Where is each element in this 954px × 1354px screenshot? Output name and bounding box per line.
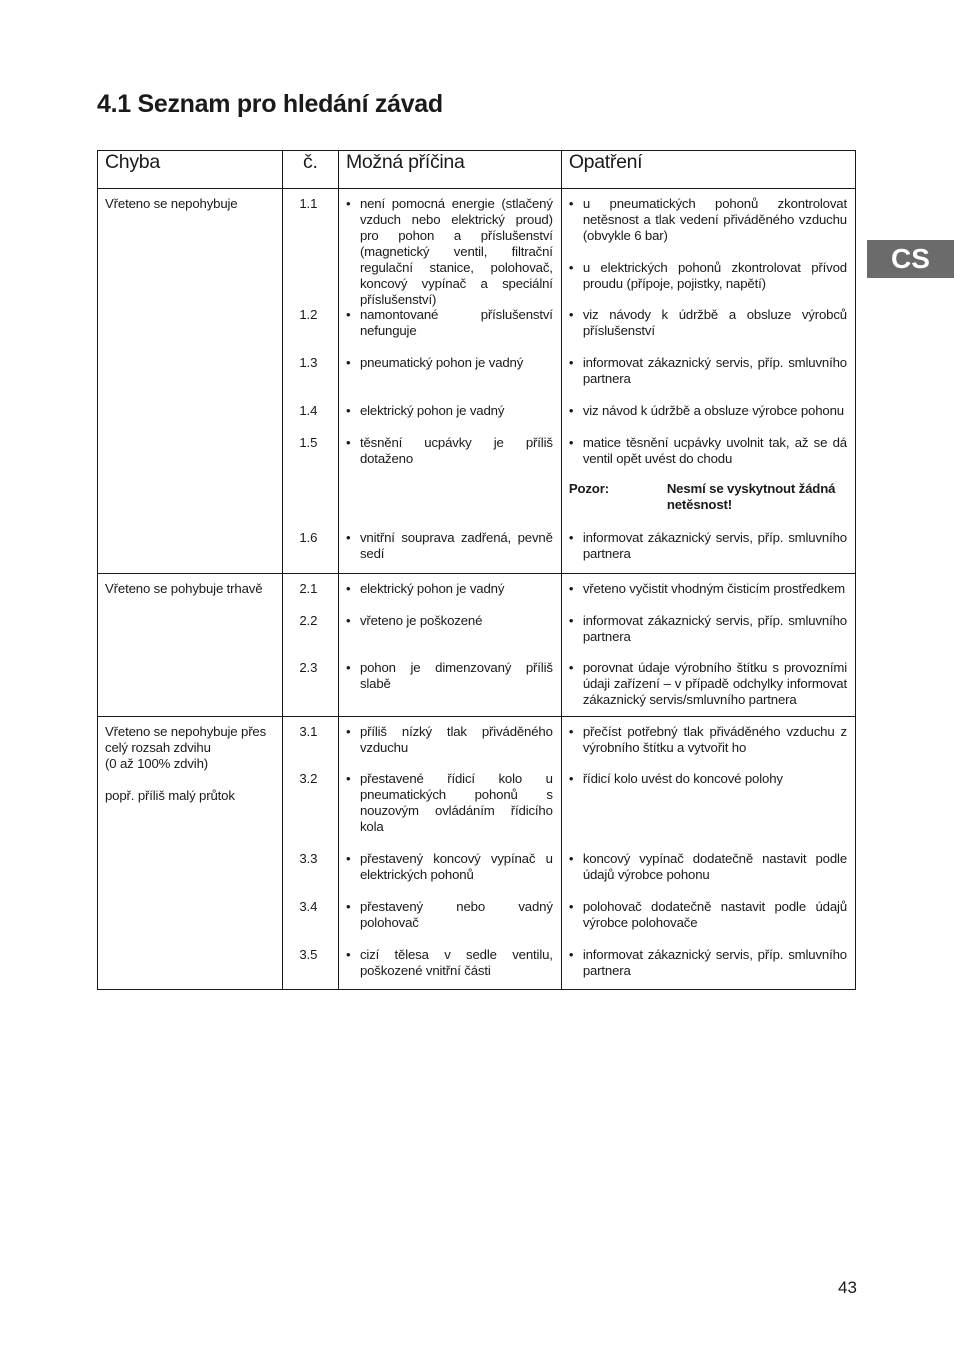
cause-item bbox=[346, 899, 553, 931]
cause-item bbox=[346, 403, 553, 419]
cause-item bbox=[346, 196, 553, 308]
cause-text: pneumatický pohon je vadný bbox=[359, 355, 524, 370]
cause-text: elektrický pohon je vadný bbox=[359, 403, 505, 418]
number-cell bbox=[282, 574, 338, 717]
bullet-icon: • bbox=[345, 196, 351, 211]
remedy-text: vřeteno vyčistit vhodným čisticím prostředkem bbox=[582, 581, 846, 596]
cause-cell bbox=[338, 574, 561, 717]
remedy-group bbox=[569, 899, 847, 931]
remedy-group bbox=[569, 613, 847, 645]
cause-text: pohon je dimenzovaný příliš slabě bbox=[359, 660, 553, 691]
bullet-icon: • bbox=[345, 355, 351, 370]
remedy-text: informovat zákaznický servis, příp. smluvního partnera bbox=[582, 947, 847, 978]
header-number: č. bbox=[282, 151, 338, 189]
item-number: 2.1 bbox=[299, 581, 318, 596]
remedy-item bbox=[569, 947, 847, 979]
remedy-text: řídicí kolo uvést do koncové polohy bbox=[582, 771, 783, 786]
cause-item bbox=[346, 851, 553, 883]
remedy-text: přečíst potřebný tlak přiváděného vzduchu z výrobního štítku a vytvořit ho bbox=[582, 724, 847, 755]
cause-text: přestavený koncový vypínač u elektrických pohonů bbox=[359, 851, 553, 882]
remedy-item bbox=[569, 613, 847, 645]
bullet-icon: • bbox=[345, 613, 351, 628]
cause-item bbox=[346, 771, 553, 835]
cause-text: namontované příslušenství nefunguje bbox=[359, 307, 553, 338]
remedy-group bbox=[569, 851, 847, 883]
remedy-item bbox=[569, 581, 847, 597]
remedy-item bbox=[569, 724, 847, 756]
cause-text: přestavený nebo vadný polohovač bbox=[359, 899, 553, 930]
fault-text: Vřeteno se nepohybuje bbox=[105, 196, 238, 211]
bullet-icon: • bbox=[568, 307, 574, 322]
fault-text: popř. příliš malý průtok bbox=[105, 788, 235, 803]
bullet-icon: • bbox=[345, 724, 351, 739]
bullet-icon: • bbox=[568, 403, 574, 418]
remedy-item bbox=[569, 660, 847, 708]
remedy-group bbox=[569, 724, 847, 756]
bullet-icon: • bbox=[568, 196, 574, 211]
item-number: 1.5 bbox=[299, 435, 318, 450]
warning-note bbox=[569, 481, 847, 513]
item-number: 3.4 bbox=[299, 899, 318, 914]
bullet-icon: • bbox=[568, 771, 574, 786]
bullet-icon: • bbox=[568, 947, 574, 962]
item-number: 3.3 bbox=[299, 851, 318, 866]
cause-item bbox=[346, 530, 553, 562]
bullet-icon: • bbox=[345, 947, 351, 962]
remedy-text: u pneumatických pohonů zkontrolovat netěsnost a tlak vedení přiváděného vzduchu (obvykle 6 bar) bbox=[582, 196, 847, 243]
bullet-icon: • bbox=[568, 613, 574, 628]
remedy-group bbox=[569, 530, 847, 562]
remedy-text: koncový vypínač dodatečně nastavit podle údajů výrobce pohonu bbox=[582, 851, 847, 882]
table-row bbox=[98, 189, 856, 574]
remedy-item bbox=[569, 771, 847, 787]
cause-item bbox=[346, 947, 553, 979]
item-number: 3.1 bbox=[299, 724, 318, 739]
remedy-text: viz návody k údržbě a obsluze výrobců příslušenství bbox=[582, 307, 847, 338]
cause-text: vnitřní souprava zadřená, pevně sedí bbox=[359, 530, 553, 561]
remedy-group bbox=[569, 771, 847, 787]
fault-text: (0 až 100% zdvih) bbox=[105, 756, 209, 771]
remedy-cell bbox=[561, 717, 855, 990]
troubleshooting-table bbox=[97, 150, 856, 990]
fault-cell bbox=[98, 574, 283, 717]
remedy-cell bbox=[561, 189, 855, 574]
remedy-text: matice těsnění ucpávky uvolnit tak, až se dá ventil opět uvést do chodu bbox=[582, 435, 847, 466]
bullet-icon: • bbox=[345, 530, 351, 545]
remedy-group bbox=[569, 196, 847, 292]
table-row bbox=[98, 717, 856, 990]
fault-cell bbox=[98, 717, 283, 990]
bullet-icon: • bbox=[568, 724, 574, 739]
remedy-item bbox=[569, 355, 847, 387]
cause-item bbox=[346, 724, 553, 756]
page-title: 4.1 Seznam pro hledání závad bbox=[97, 90, 443, 118]
cause-item bbox=[346, 435, 553, 467]
bullet-icon: • bbox=[568, 581, 574, 596]
remedy-item bbox=[569, 260, 847, 292]
table-header-row bbox=[98, 151, 856, 189]
warning-label: Pozor: bbox=[568, 481, 609, 496]
page-number: 43 bbox=[838, 1278, 857, 1297]
cause-cell bbox=[338, 189, 561, 574]
header-fault: Chyba bbox=[98, 151, 283, 189]
cause-text: přestavené řídicí kolo u pneumatických pohonů s nouzovým ovládáním řídicího kola bbox=[359, 771, 553, 834]
item-number: 1.4 bbox=[299, 403, 318, 418]
cause-item bbox=[346, 613, 553, 629]
bullet-icon: • bbox=[345, 899, 351, 914]
cause-text: není pomocná energie (stlačený vzduch nebo elektrický proud) pro pohon a příslušenství (magnetický ventil, filtrační regulační stanice, polohovač, koncový vypínač a speciální příslušenství) bbox=[359, 196, 553, 307]
bullet-icon: • bbox=[568, 435, 574, 450]
header-cause: Možná příčina bbox=[338, 151, 561, 189]
remedy-item bbox=[569, 403, 847, 419]
remedy-text: porovnat údaje výrobního štítku s provozními údaji zařízení – v případě odchylky informovat zákaznický servis/smluvního partnera bbox=[582, 660, 847, 707]
remedy-text: u elektrických pohonů zkontrolovat přívod proudu (přípoje, pojistky, napětí) bbox=[582, 260, 847, 291]
cause-text: cizí tělesa v sedle ventilu, poškozené vnitřní části bbox=[359, 947, 553, 978]
fault-text: Vřeteno se nepohybuje přes celý rozsah zdvihu bbox=[105, 724, 267, 755]
item-number: 2.2 bbox=[299, 613, 318, 628]
remedy-text: polohovač dodatečně nastavit podle údajů výrobce polohovače bbox=[582, 899, 847, 930]
remedy-item bbox=[569, 196, 847, 244]
cause-text: elektrický pohon je vadný bbox=[359, 581, 505, 596]
remedy-text: viz návod k údržbě a obsluze výrobce pohonu bbox=[582, 403, 844, 418]
fault-cell bbox=[98, 189, 283, 574]
remedy-item bbox=[569, 851, 847, 883]
cause-item bbox=[346, 660, 553, 692]
remedy-item bbox=[569, 530, 847, 562]
item-number: 1.1 bbox=[299, 196, 318, 211]
remedy-group bbox=[569, 581, 847, 597]
fault-text bbox=[105, 772, 275, 788]
table-row bbox=[98, 574, 856, 717]
item-number: 3.2 bbox=[299, 771, 318, 786]
bullet-icon: • bbox=[568, 260, 574, 275]
remedy-item bbox=[569, 435, 847, 467]
cause-item bbox=[346, 355, 553, 371]
remedy-text: informovat zákaznický servis, příp. smluvního partnera bbox=[582, 613, 847, 644]
language-tab: CS bbox=[867, 240, 954, 278]
warning-text: Nesmí se vyskytnout žádná netěsnost! bbox=[666, 481, 836, 512]
bullet-icon: • bbox=[568, 899, 574, 914]
remedy-text: informovat zákaznický servis, příp. smluvního partnera bbox=[582, 530, 847, 561]
bullet-icon: • bbox=[345, 851, 351, 866]
cause-cell bbox=[338, 717, 561, 990]
bullet-icon: • bbox=[568, 660, 574, 675]
item-number: 1.2 bbox=[299, 307, 318, 322]
bullet-icon: • bbox=[345, 435, 351, 450]
bullet-icon: • bbox=[345, 581, 351, 596]
bullet-icon: • bbox=[568, 355, 574, 370]
bullet-icon: • bbox=[568, 530, 574, 545]
cause-text: příliš nízký tlak přiváděného vzduchu bbox=[359, 724, 553, 755]
bullet-icon: • bbox=[345, 771, 351, 786]
remedy-group bbox=[569, 660, 847, 708]
remedy-group bbox=[569, 403, 847, 419]
cause-text: vřeteno je poškozené bbox=[359, 613, 483, 628]
item-number: 2.3 bbox=[299, 660, 318, 675]
item-number: 1.3 bbox=[299, 355, 318, 370]
cause-item bbox=[346, 581, 553, 597]
cause-item bbox=[346, 307, 553, 339]
header-remedy: Opatření bbox=[561, 151, 855, 189]
cause-text: těsnění ucpávky je příliš dotaženo bbox=[359, 435, 553, 466]
bullet-icon: • bbox=[345, 307, 351, 322]
remedy-cell bbox=[561, 574, 855, 717]
bullet-icon: • bbox=[345, 660, 351, 675]
remedy-item bbox=[569, 899, 847, 931]
item-number: 3.5 bbox=[299, 947, 318, 962]
remedy-group bbox=[569, 355, 847, 387]
bullet-icon: • bbox=[345, 403, 351, 418]
remedy-item bbox=[569, 307, 847, 339]
bullet-icon: • bbox=[568, 851, 574, 866]
remedy-text: informovat zákaznický servis, příp. smluvního partnera bbox=[582, 355, 847, 386]
item-number: 1.6 bbox=[299, 530, 318, 545]
remedy-group bbox=[569, 435, 847, 513]
fault-text: Vřeteno se pohybuje trhavě bbox=[105, 581, 263, 596]
number-cell bbox=[282, 717, 338, 990]
number-cell bbox=[282, 189, 338, 574]
remedy-group bbox=[569, 307, 847, 339]
remedy-group bbox=[569, 947, 847, 979]
